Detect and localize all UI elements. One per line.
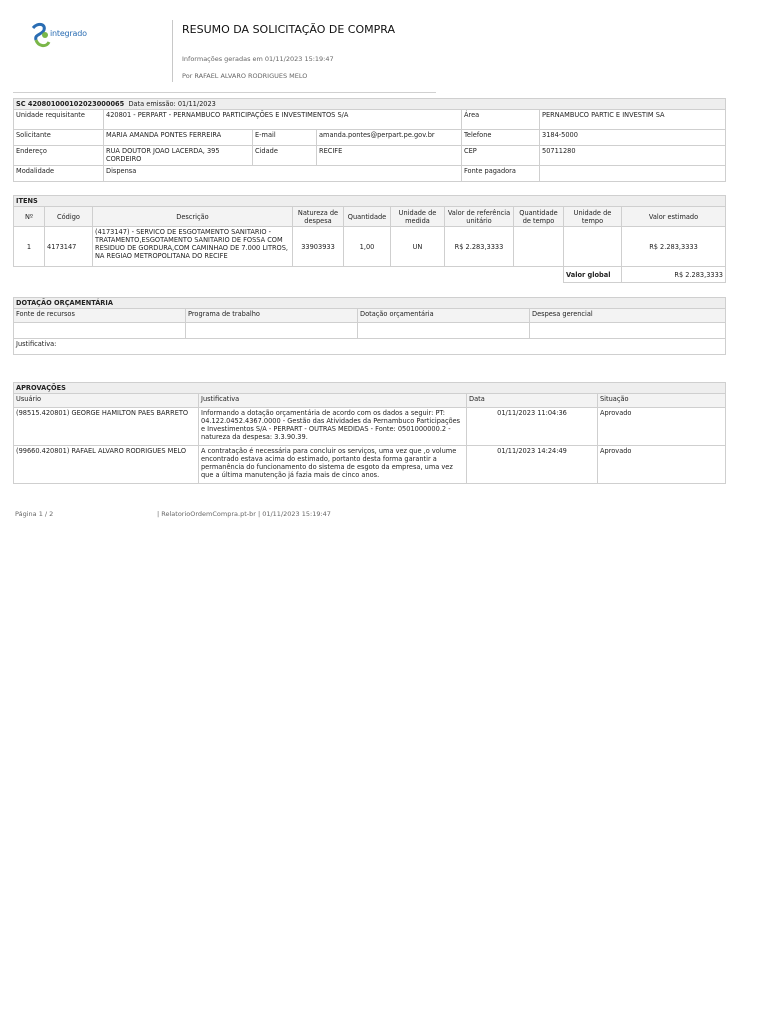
request-row — [14, 130, 726, 146]
aprovacoes-section-title: APROVAÇÕES — [14, 383, 726, 394]
column-header: Situação — [598, 394, 726, 408]
table-row — [14, 227, 726, 267]
approval-justification: A contratação é necessária para concluir os serviços, uma vez que ,o volume encontrado estava acima do estimado, portanto desta forma garantir a permanência do funcionamento do sistema de esgoto da empresa, uma vez que a última manutenção já fazia mais de cinco anos. — [199, 446, 467, 484]
page-title: RESUMO DA SOLICITAÇÃO DE COMPRA — [182, 23, 395, 36]
items-table — [13, 195, 726, 283]
field-label: Endereço — [14, 146, 104, 166]
approval-status: Aprovado — [598, 446, 726, 484]
column-header: Natureza de despesa — [293, 207, 344, 227]
field-value: 50711280 — [540, 146, 726, 166]
column-header: Programa de trabalho — [186, 309, 358, 323]
field-value: MARIA AMANDA PONTES FERREIRA — [104, 130, 253, 146]
field-label: CEP — [462, 146, 540, 166]
column-header: Dotação orçamentária — [358, 309, 530, 323]
table-cell — [530, 323, 726, 339]
table-cell — [358, 323, 530, 339]
item-code: 4173147 — [45, 227, 93, 267]
field-label: Área — [462, 110, 540, 130]
item-description: (4173147) - SERVICO DE ESGOTAMENTO SANITARIO - TRATAMENTO,ESGOTAMENTO SANITARIO DE FOSSA COM RESIDUO DE GORDURA,COM CAMINHAO DE 7.000 LITROS, NA REGIAO METROPOLITANA DO RECIFE — [93, 227, 293, 267]
field-value: amanda.pontes@perpart.pe.gov.br — [317, 130, 462, 146]
column-header: Fonte de recursos — [14, 309, 186, 323]
request-row — [14, 110, 726, 130]
column-header: Descrição — [93, 207, 293, 227]
column-header: Despesa gerencial — [530, 309, 726, 323]
header-rule — [13, 92, 436, 93]
table-row — [14, 446, 726, 484]
item-time-qty — [514, 227, 564, 267]
table-cell — [14, 323, 186, 339]
aprovacoes-section-header — [14, 383, 726, 394]
global-value-row — [14, 267, 726, 283]
items-column-headers — [14, 207, 726, 227]
item-ref-value: R$ 2.283,3333 — [445, 227, 514, 267]
field-value: 3184-5000 — [540, 130, 726, 146]
field-value: 420801 - PERPART - PERNAMBUCO PARTICIPAÇÕES E INVESTIMENTOS S/A — [104, 110, 462, 130]
request-table — [13, 98, 726, 182]
justificativa-label: Justificativa: — [14, 339, 726, 355]
global-value-label: Valor global — [564, 267, 622, 283]
global-value: R$ 2.283,3333 — [622, 267, 726, 283]
item-quantity: 1,00 — [344, 227, 391, 267]
report-info: | RelatorioOrdemCompra.pt-br | 01/11/2023 15:19:47 — [157, 510, 331, 518]
column-header: Unidade de tempo — [564, 207, 622, 227]
header-divider — [172, 20, 173, 82]
field-value: PERNAMBUCO PARTIC E INVESTIM SA — [540, 110, 726, 130]
dotacao-section-title: DOTAÇÃO ORÇAMENTÁRIA — [14, 298, 726, 309]
table-row — [14, 408, 726, 446]
justificativa-row — [14, 339, 726, 355]
field-label: Telefone — [462, 130, 540, 146]
generated-by: Por RAFAEL ALVARO RODRIGUES MELO — [182, 72, 308, 80]
field-label: Cidade — [253, 146, 317, 166]
dotacao-table — [13, 297, 726, 355]
request-row — [14, 166, 726, 182]
field-label: E-mail — [253, 130, 317, 146]
approval-status: Aprovado — [598, 408, 726, 446]
column-header: Quantidade de tempo — [514, 207, 564, 227]
approval-date: 01/11/2023 11:04:36 — [467, 408, 598, 446]
spacer — [14, 267, 564, 283]
column-header: Valor estimado — [622, 207, 726, 227]
field-value — [540, 166, 726, 182]
column-header: Usuário — [14, 394, 199, 408]
items-section-title: ITENS — [14, 196, 726, 207]
field-label: Modalidade — [14, 166, 104, 182]
field-label: Solicitante — [14, 130, 104, 146]
column-header: Quantidade — [344, 207, 391, 227]
logo — [30, 20, 100, 54]
aprovacoes-column-headers — [14, 394, 726, 408]
field-value: RUA DOUTOR JOAO LACERDA, 395 CORDEIRO — [104, 146, 253, 166]
item-estimated-value: R$ 2.283,3333 — [622, 227, 726, 267]
table-cell — [186, 323, 358, 339]
column-header: Código — [45, 207, 93, 227]
field-label: Fonte pagadora — [462, 166, 540, 182]
approval-user: (98515.420801) GEORGE HAMILTON PAES BARRETO — [14, 408, 199, 446]
logo-text: integrado — [50, 29, 87, 38]
page-number: Página 1 / 2 — [15, 510, 54, 518]
item-nature: 33903933 — [293, 227, 344, 267]
field-value: Dispensa — [104, 166, 462, 182]
dotacao-section-header — [14, 298, 726, 309]
request-header-row — [14, 99, 726, 110]
sc-number: SC 420801000102023000065 — [16, 100, 125, 108]
aprovacoes-table — [13, 382, 726, 484]
table-row — [14, 323, 726, 339]
items-section-header — [14, 196, 726, 207]
column-header: Nº — [14, 207, 45, 227]
request-row — [14, 146, 726, 166]
approval-date: 01/11/2023 14:24:49 — [467, 446, 598, 484]
item-unit: UN — [391, 227, 445, 267]
column-header: Unidade de medida — [391, 207, 445, 227]
emission-date: Data emissão: 01/11/2023 — [128, 100, 216, 108]
logo-swirl-icon — [30, 20, 52, 52]
column-header: Valor de referência unitário — [445, 207, 514, 227]
approval-user: (99660.420801) RAFAEL ALVARO RODRIGUES MELO — [14, 446, 199, 484]
column-header: Justificativa — [199, 394, 467, 408]
approval-justification: Informando a dotação orçamentária de acordo com os dados a seguir: PT: 04.122.0452.4367.0000 - Gestão das Atividades da Pernambuco Participações e Investimentos S/A - PERPART - OUTRAS MEDIDAS - Fonte: 0501000000.2 - natureza da despesa: 3.3.90.39. — [199, 408, 467, 446]
field-value: RECIFE — [317, 146, 462, 166]
dotacao-column-headers — [14, 309, 726, 323]
field-label: Unidade requisitante — [14, 110, 104, 130]
column-header: Data — [467, 394, 598, 408]
item-number: 1 — [14, 227, 45, 267]
generated-info: Informações geradas em 01/11/2023 15:19:47 — [182, 55, 334, 63]
item-time-unit — [564, 227, 622, 267]
